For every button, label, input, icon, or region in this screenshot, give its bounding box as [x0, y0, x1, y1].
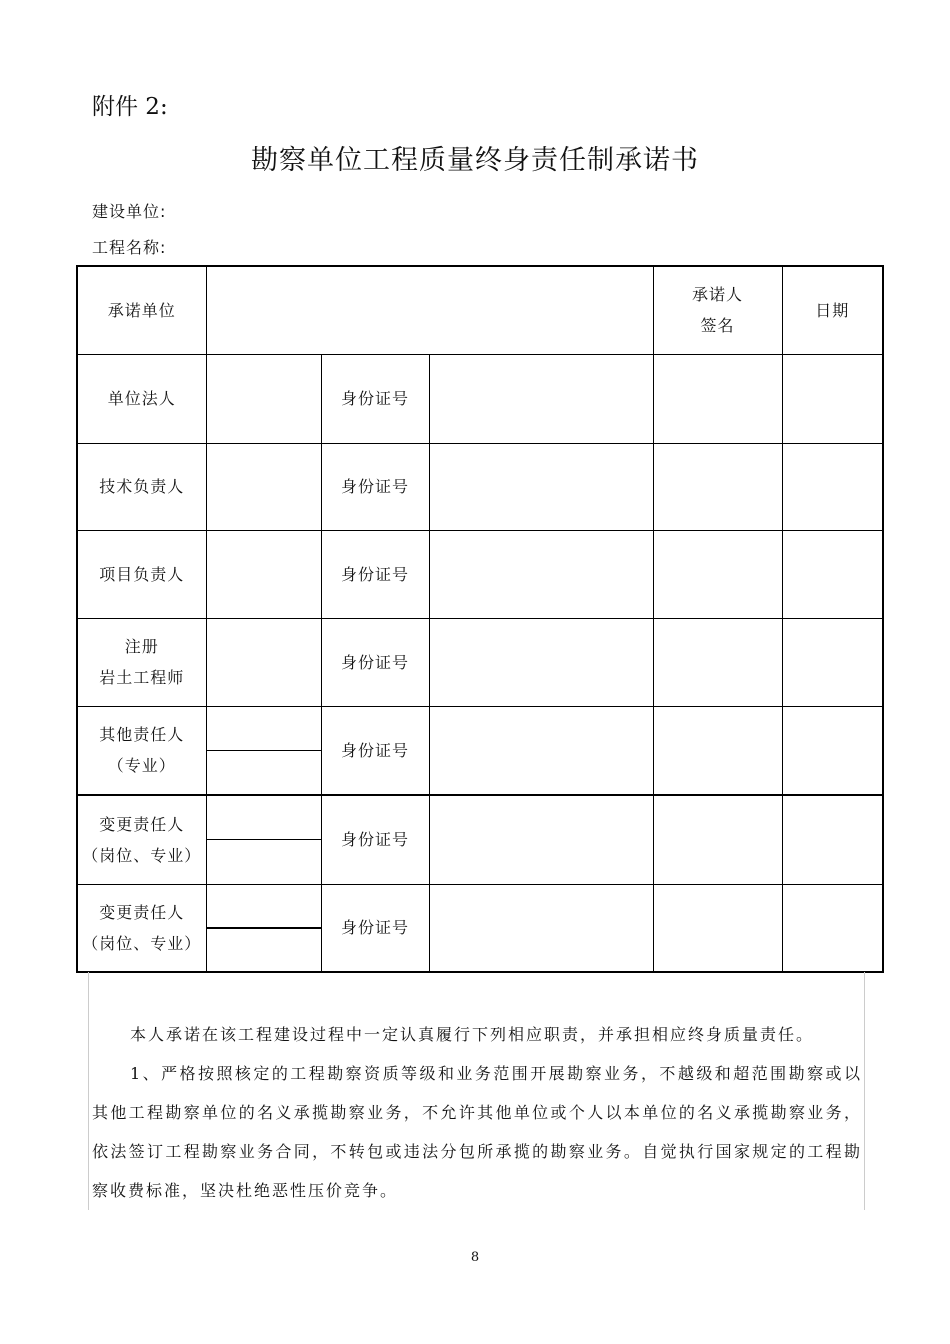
name-cell[interactable]: [206, 443, 321, 530]
id-label-cell: 身份证号: [321, 618, 429, 706]
table-row: [77, 618, 883, 706]
table-header-row: [77, 266, 883, 354]
role-label-line2: （岗位、专业）: [82, 933, 202, 953]
name-split-cell: [206, 795, 321, 884]
table-row: [77, 884, 883, 972]
name-split-cell: [206, 706, 321, 795]
table-row: [77, 354, 883, 443]
role-cell: [77, 530, 206, 618]
role-label-line1: 注册: [124, 637, 159, 656]
role-cell: [77, 354, 206, 443]
signature-cell[interactable]: [653, 795, 782, 884]
attachment-label: 附件 2:: [92, 94, 168, 120]
role-label: 项目负责人: [99, 564, 185, 584]
table-row: [77, 443, 883, 530]
commitment-intro: 本人承诺在该工程建设过程中一定认真履行下列相应职责，并承担相应终身质量责任。: [130, 1025, 815, 1044]
signature-cell[interactable]: [653, 884, 782, 972]
build-unit-label: 建设单位:: [92, 202, 167, 221]
date-cell[interactable]: [782, 618, 883, 706]
document-title: 勘察单位工程质量终身责任制承诺书: [251, 145, 699, 176]
role-label: 单位法人: [107, 389, 176, 408]
role-label: 技术负责人: [99, 477, 185, 496]
name-field-1[interactable]: [207, 839, 321, 840]
table-row: [77, 795, 883, 884]
id-label-cell: 身份证号: [321, 795, 429, 884]
signer-header-line1: 承诺人: [692, 285, 744, 305]
id-label-cell: 身份证号: [321, 884, 429, 972]
id-value-cell[interactable]: [429, 530, 653, 618]
signature-cell[interactable]: [653, 706, 782, 795]
id-value-cell[interactable]: [429, 884, 653, 972]
role-label-line2: （岗位、专业）: [82, 845, 202, 865]
unit-label-cell: 承诺单位: [77, 266, 206, 354]
signature-cell[interactable]: [653, 354, 782, 443]
date-cell[interactable]: [782, 530, 883, 618]
commitment-item-1: 1、严格按照核定的工程勘察资质等级和业务范围开展勘察业务，不越级和超范围勘察或以其他工程勘察单位的名义承揽勘察业务，不允许其他单位或个人以本单位的名义承揽勘察业务，依法签订工程勘察业务合同，不转包或违法分包所承揽的勘察业务。自觉执行国家规定的工程勘察收费标准，坚决杜绝恶性压价竞争。: [92, 1064, 862, 1200]
role-label-line1: 变更责任人: [99, 902, 185, 922]
unit-value-cell[interactable]: [206, 266, 653, 354]
role-label-line1: 变更责任人: [99, 814, 185, 834]
table-row: [77, 706, 883, 795]
table-row: [77, 530, 883, 618]
signature-cell[interactable]: [653, 443, 782, 530]
role-cell: [77, 884, 206, 972]
id-label-cell: 身份证号: [321, 706, 429, 795]
name-cell[interactable]: [206, 530, 321, 618]
role-label-line2: 岩土工程师: [99, 668, 185, 687]
id-label-cell: 身份证号: [321, 443, 429, 530]
date-header-cell: 日期: [782, 266, 883, 354]
signature-cell[interactable]: [653, 618, 782, 706]
role-cell: [77, 618, 206, 706]
role-cell: [77, 706, 206, 795]
date-cell[interactable]: [782, 884, 883, 972]
signer-header-cell: [653, 266, 782, 354]
date-cell[interactable]: [782, 706, 883, 795]
role-label-line2: （专业）: [107, 756, 176, 776]
name-split-cell: [206, 884, 321, 972]
date-cell[interactable]: [782, 795, 883, 884]
id-value-cell[interactable]: [429, 354, 653, 443]
page-number: 8: [470, 1250, 480, 1265]
id-value-cell[interactable]: [429, 706, 653, 795]
signer-header-line2: 签名: [700, 316, 735, 336]
name-field-1[interactable]: [207, 927, 321, 929]
id-label-cell: 身份证号: [321, 354, 429, 443]
date-cell[interactable]: [782, 354, 883, 443]
role-cell: [77, 795, 206, 884]
name-cell[interactable]: [206, 618, 321, 706]
id-label-cell: 身份证号: [321, 530, 429, 618]
commitment-table: [76, 265, 884, 973]
date-cell[interactable]: [782, 443, 883, 530]
name-field-1[interactable]: [207, 750, 321, 751]
signature-cell[interactable]: [653, 530, 782, 618]
role-label-line1: 其他责任人: [99, 725, 185, 745]
id-value-cell[interactable]: [429, 795, 653, 884]
name-cell[interactable]: [206, 354, 321, 443]
role-cell: [77, 443, 206, 530]
project-name-label: 工程名称:: [92, 238, 167, 257]
id-value-cell[interactable]: [429, 618, 653, 706]
id-value-cell[interactable]: [429, 443, 653, 530]
